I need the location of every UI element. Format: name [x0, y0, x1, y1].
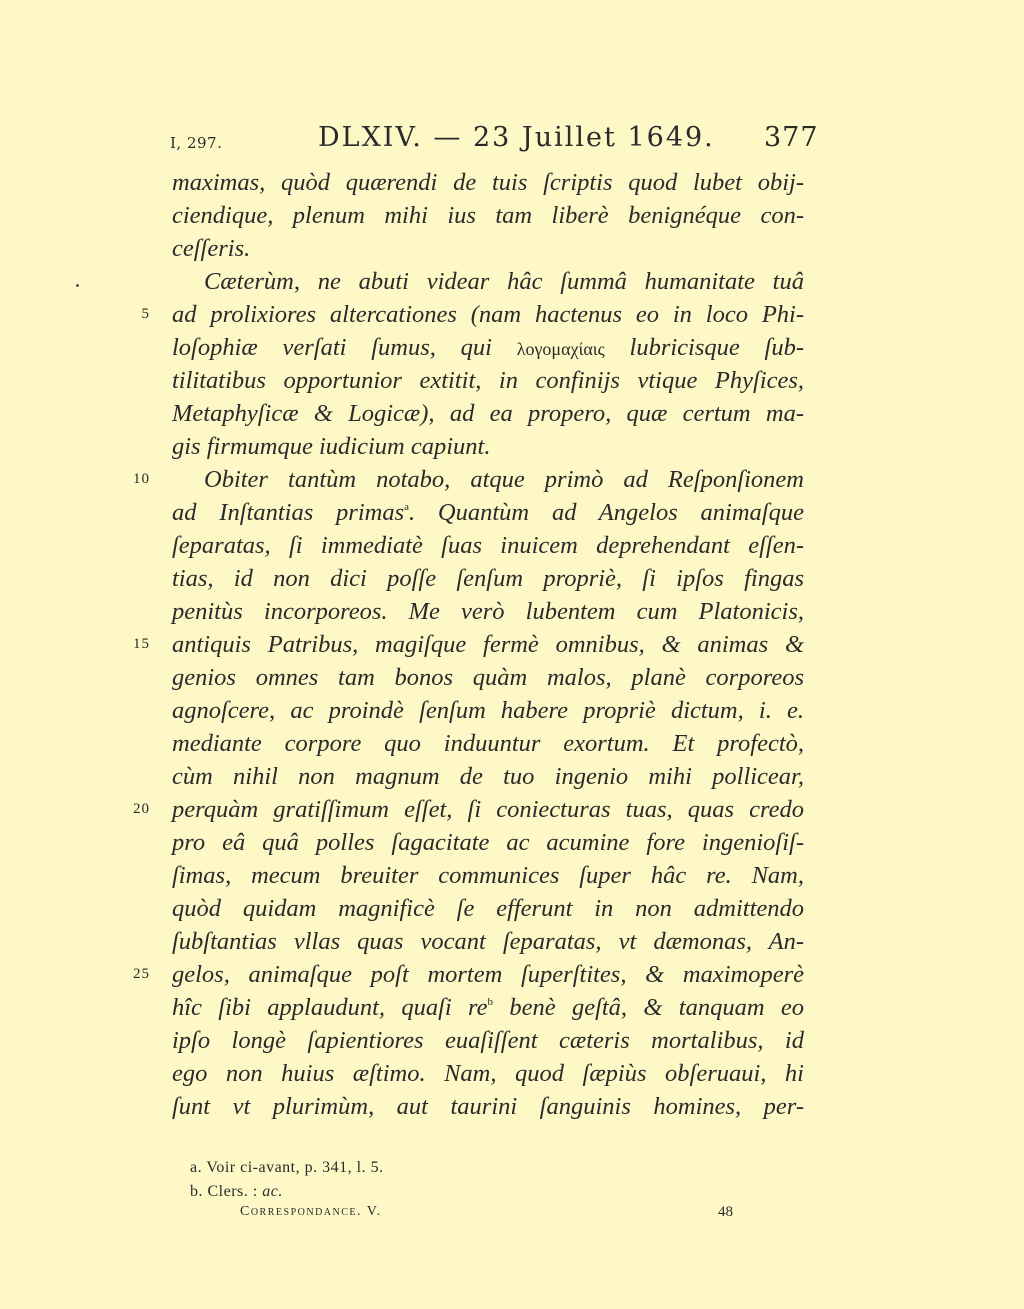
text-line: ad prolixiores altercationes (nam hactenus eo in loco Phi-: [172, 301, 804, 328]
page-number: 377: [764, 122, 819, 153]
volume-label: Correspondance. V.: [240, 1204, 382, 1219]
text-line: ſubſtantias vllas quas vocant ſeparatas, vt dæmonas, An-: [172, 928, 804, 955]
footnote-text: Voir ci-avant, p. 341, l. 5.: [206, 1159, 384, 1176]
text-line: [172, 991, 804, 1024]
volume-reference: I, 297.: [170, 134, 223, 152]
line-number: 10: [133, 471, 150, 487]
line-number: 20: [133, 801, 150, 817]
margin-mark: [76, 284, 79, 287]
footnotes: [190, 1156, 790, 1204]
text-line: antiquis Patribus, magiſque fermè omnibus, & animas &: [172, 631, 804, 658]
text-segment: loſophiæ verſati ſumus, qui: [172, 334, 517, 361]
text-line: gelos, animaſque poſt mortem ſuperſtites, & maximoperè: [172, 961, 804, 988]
text-line: agnoſcere, ac proindè ſenſum habere propriè dictum, i. e.: [172, 697, 804, 724]
text-segment: ad Inſtantias primas: [172, 499, 405, 526]
greek-word: λογομαχίαις: [516, 339, 605, 359]
letter-title: DLXIV. — 23 Juillet 1649.: [318, 122, 715, 153]
footnote-marker: b: [487, 996, 494, 1008]
text-segment: lubricisque ſub-: [604, 334, 804, 361]
text-segment: benè geſtâ, & tanquam eo: [493, 994, 804, 1021]
text-line: ſunt vt plurimùm, aut taurini ſanguinis homines, per-: [172, 1093, 804, 1120]
footnote-marker: a: [404, 501, 409, 513]
text-line: genios omnes tam bonos quàm malos, planè corporeos: [172, 664, 804, 691]
text-line: pro eâ quâ polles ſagacitate ac acumine fore ingenioſiſ-: [172, 829, 804, 856]
text-line: penitùs incorporeos. Me verò lubentem cum Platonicis,: [172, 598, 804, 625]
text-segment: . Quantùm ad Angelos animaſque: [409, 499, 804, 526]
footnote-label: b.: [190, 1183, 203, 1200]
footnote-text: Clers. :: [207, 1183, 263, 1200]
text-line: ceſſeris.: [172, 235, 251, 262]
text-line: mediante corpore quo induuntur exortum. Et profectò,: [172, 730, 804, 757]
footnote-italic: ac.: [262, 1183, 283, 1200]
text-line: ciendique, plenum mihi ius tam liberè benignéque con-: [172, 202, 804, 229]
text-line: perquàm gratiſſimum eſſet, ſi coniecturas tuas, quas credo: [172, 796, 804, 823]
text-line: ſeparatas, ſi immediatè ſuas inuicem deprehendant eſſen-: [172, 532, 804, 559]
text-line: ego non huius æſtimo. Nam, quod ſæpiùs obſeruaui, hi: [172, 1060, 804, 1087]
footnote-label: a.: [190, 1159, 203, 1176]
footnote-b: [190, 1180, 790, 1204]
text-line: tias, id non dici poſſe ſenſum propriè, ſi ipſos fingas: [172, 565, 804, 592]
text-line: cùm nihil non magnum de tuo ingenio mihi pollicear,: [172, 763, 804, 790]
page-footer: [0, 1204, 1024, 1230]
text-line: ſimas, mecum breuiter communices ſuper hâc re. Nam,: [172, 862, 804, 889]
line-number: 5: [141, 306, 150, 322]
text-line: Cæterùm, ne abuti videar hâc ſummâ humanitate tuâ: [204, 268, 804, 295]
signature-mark: 48: [718, 1204, 733, 1220]
line-number: 15: [133, 636, 150, 652]
text-line: quòd quidam magnificè ſe efferunt in non admittendo: [172, 895, 804, 922]
text-line: [172, 331, 804, 364]
text-line: gis firmumque iudicium capiunt.: [172, 433, 491, 460]
line-number: 25: [133, 966, 150, 982]
text-segment: hîc ſibi applaudunt, quaſi re: [172, 994, 488, 1021]
text-line: [172, 496, 804, 529]
text-line: tilitatibus opportunior extitit, in confinijs vtique Phyſices,: [172, 367, 804, 394]
footnote-a: [190, 1156, 790, 1180]
text-line: Metaphyſicæ & Logicæ), ad ea propero, quæ certum ma-: [172, 400, 804, 427]
text-line: Obiter tantùm notabo, atque primò ad Reſponſionem: [204, 466, 804, 493]
text-line: maximas, quòd quærendi de tuis ſcriptis quod lubet obij-: [172, 169, 804, 196]
page-header: [0, 122, 1024, 162]
text-line: ipſo longè ſapientiores euaſiſſent cæteris mortalibus, id: [172, 1027, 804, 1054]
